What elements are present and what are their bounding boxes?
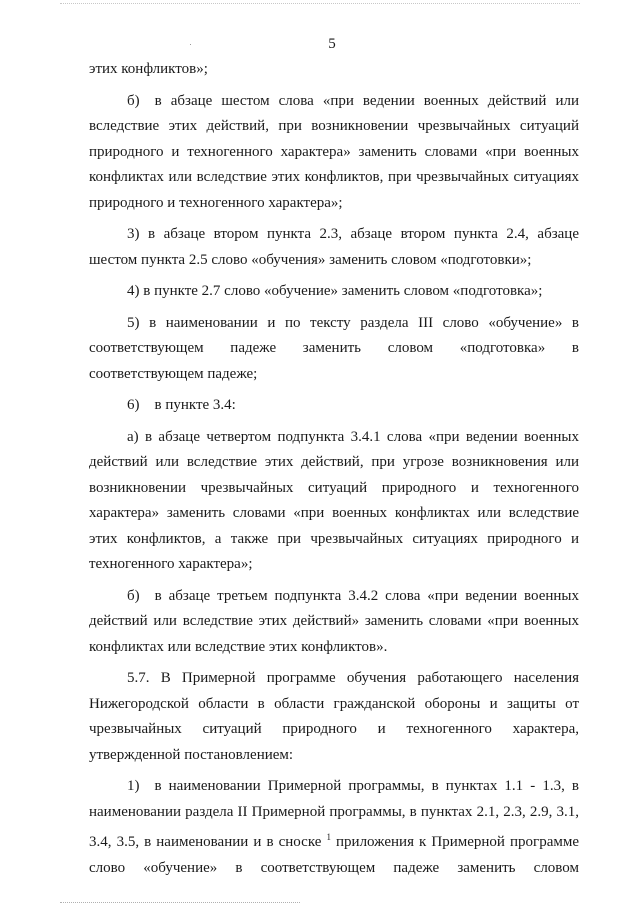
paragraph-item-1-text-start: 1) в наименовании Примерной программы, в пунктах 1.1 - 1.3, в наименовании раздела II Примерной программы, в пунктах 2.1, 2.3, 2.9, 3.1, 3.4, 3.5, в наименовании и в сноске [89, 778, 579, 850]
paragraph-item-6: 6) в пункте 3.4: [127, 397, 236, 413]
scan-artifact-bottom [60, 902, 300, 903]
paragraph-item-b-second: б) в абзаце третьем подпункта 3.4.2 слова «при ведении военных действий или вследствие этих действий» заменить словами «при военных конфликтах или вследствие этих конфликтов». [89, 587, 579, 655]
page-number: 5 [328, 36, 336, 52]
paragraph-continuation: этих конфликтов»; [89, 61, 208, 77]
paragraph-item-b-first: б) в абзаце шестом слова «при ведении военных действий или вследствие этих действий, при возникновении чрезвычайных ситуаций природного и техногенного характера» заменить словами «при военных конфликтах или вследствие этих конфликтов, при чрезвычайных ситуациях природного и техногенного характера»; [89, 92, 579, 211]
paragraph-section-5-7: 5.7. В Примерной программе обучения работающего населения Нижегородской области в области гражданской обороны и защиты от чрезвычайных ситуаций природного и техногенного характера, утвержденной постановлением: [89, 670, 579, 763]
paragraph-item-a: а) в абзаце четвертом подпункта 3.4.1 слова «при ведении военных действий или вследствие этих действий, при угрозе возникновения или возникновении чрезвычайных ситуаций природного и техногенного характера» заменить словами «при военных конфликтах или вследствие этих конфликтов, а также при чрезвычайных ситуациях природного и техногенного характера»; [89, 428, 579, 572]
document-body [89, 57, 579, 881]
paragraph-item-3: 3) в абзаце втором пункта 2.3, абзаце втором пункта 2.4, абзаце шестом пункта 2.5 слово «обучения» заменить словом «подготовки»; [89, 226, 579, 268]
footnote-marker: 1 [326, 832, 331, 842]
paragraph-item-4: 4) в пункте 2.7 слово «обучение» заменить словом «подготовка»; [127, 283, 543, 299]
paragraph-item-1 [89, 774, 579, 881]
paragraph-item-5: 5) в наименовании и по тексту раздела III слово «обучение» в соответствующем падеже заменить словом «подготовка» в соответствующем падеже; [89, 314, 579, 382]
scan-artifact-top [60, 3, 580, 4]
paragraph-item-1-text-end: приложения к Примерной программе слово «обучение» в соответствующем падеже заменить словом [89, 834, 579, 876]
